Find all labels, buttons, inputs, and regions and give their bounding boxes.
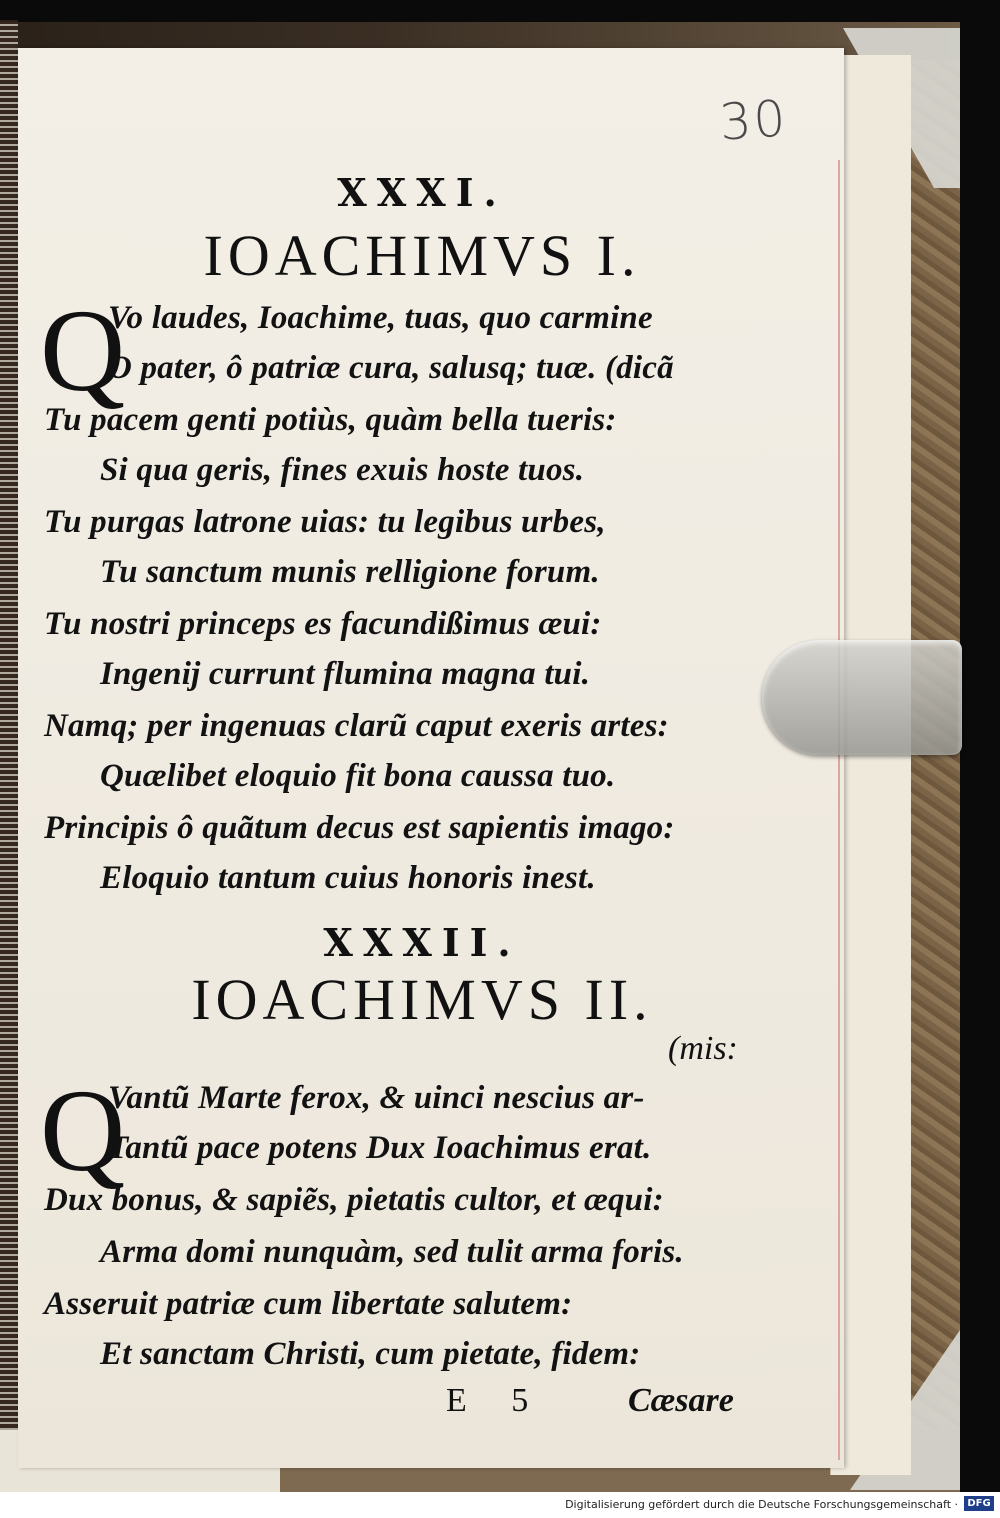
poem1-line: Tu purgas latrone uias: tu legibus urbes, [44,504,606,540]
poem1-line: Tu nostri princeps es facundißimus æui: [44,606,602,642]
poem1-number: XXXI. [337,170,507,215]
dfg-logo: DFG [964,1496,994,1511]
catchword: Cæsare [628,1382,734,1419]
poem1-line: Si qua geris, fines exuis hoste tuos. [100,452,585,488]
poem2-line: Vantũ Marte ferox, & uinci nescius ar- [108,1080,645,1116]
poem1-line: Namq; per ingenuas clarũ caput exeris artes: [44,708,669,744]
poem1-line: Eloquio tantum cuius honoris inest. [100,860,596,896]
footer-bar [0,1492,1000,1518]
poem1-line: Tu sanctum munis relligione forum. [100,554,600,590]
poem1-line: Quælibet eloquio fit bona caussa tuo. [100,758,616,794]
page-clip [762,640,962,755]
footer-credit: Digitalisierung gefördert durch die Deutsche Forschungsgemeinschaft · [565,1498,958,1511]
handwritten-folio-number: 30 [717,89,790,152]
poem2-line: Dux bonus, & sapiẽs, pietatis cultor, et æqui: [44,1182,664,1218]
poem1-line: Ingenij currunt flumina magna tui. [100,656,591,692]
poem1-line: Tu pacem genti potiùs, quàm bella tueris: [44,402,617,438]
red-margin-rule [838,160,840,1460]
poem2-turnover: (mis: [668,1030,738,1067]
poem2-title: IOACHIMVS II. [191,967,653,1032]
poem2-line: Arma domi nunquàm, sed tulit arma foris. [100,1234,684,1270]
poem2-number: XXXII. [323,920,521,965]
poem2-dropcap: Q [40,1065,126,1196]
poem1-title: IOACHIMVS I. [203,223,641,288]
poem1-line: Vo laudes, Ioachime, tuas, quo carmine [108,300,653,336]
poem1-dropcap: Q [40,285,126,416]
signature-mark: E 5 [446,1382,547,1419]
poem2-line: Et sanctam Christi, cum pietate, fidem: [100,1336,641,1372]
poem1-line: Principis ô quãtum decus est sapientis imago: [44,810,675,846]
poem2-line: Asseruit patriæ cum libertate salutem: [44,1286,573,1322]
poem1-line: O pater, ô patriæ cura, salusq; tuæ. (dicã [108,350,674,386]
poem2-line: Tantũ pace potens Dux Ioachimus erat. [108,1130,652,1166]
